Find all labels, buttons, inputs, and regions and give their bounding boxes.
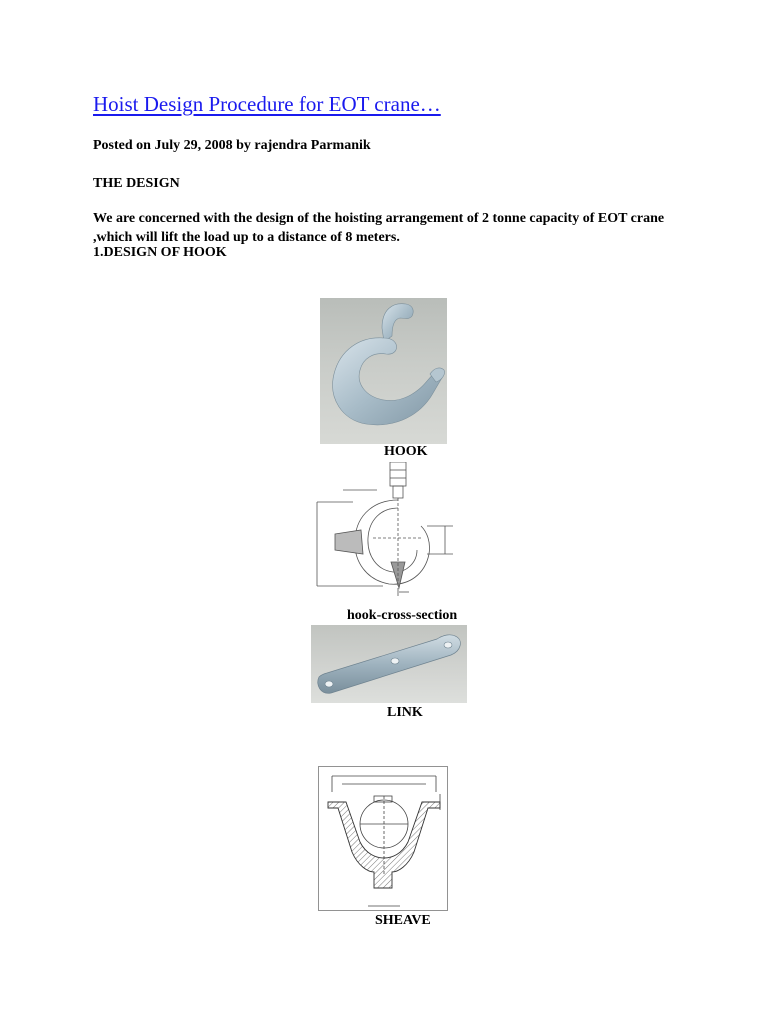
figure-caption-hook-cross-section: hook-cross-section: [347, 608, 458, 623]
subheading: 1.DESIGN OF HOOK: [93, 245, 227, 260]
section-heading: THE DESIGN: [93, 176, 180, 191]
sheave-drawing: [318, 766, 448, 911]
hook-3d-image: [320, 298, 447, 444]
intro-paragraph: We are concerned with the design of the hoisting arrangement of 2 tonne capacity of EOT crane ,which will lift the load up to a distance of 8 meters.: [93, 211, 665, 245]
figure-caption-sheave: SHEAVE: [375, 913, 431, 928]
hook-cross-section-drawing: [313, 462, 460, 606]
post-title-link[interactable]: Hoist Design Procedure for EOT crane…: [93, 92, 441, 116]
figure-caption-link: LINK: [387, 705, 423, 720]
post-meta: Posted on July 29, 2008 by rajendra Parmanik: [93, 138, 371, 153]
link-3d-image: [311, 625, 467, 703]
figure-caption-hook: HOOK: [384, 444, 428, 459]
